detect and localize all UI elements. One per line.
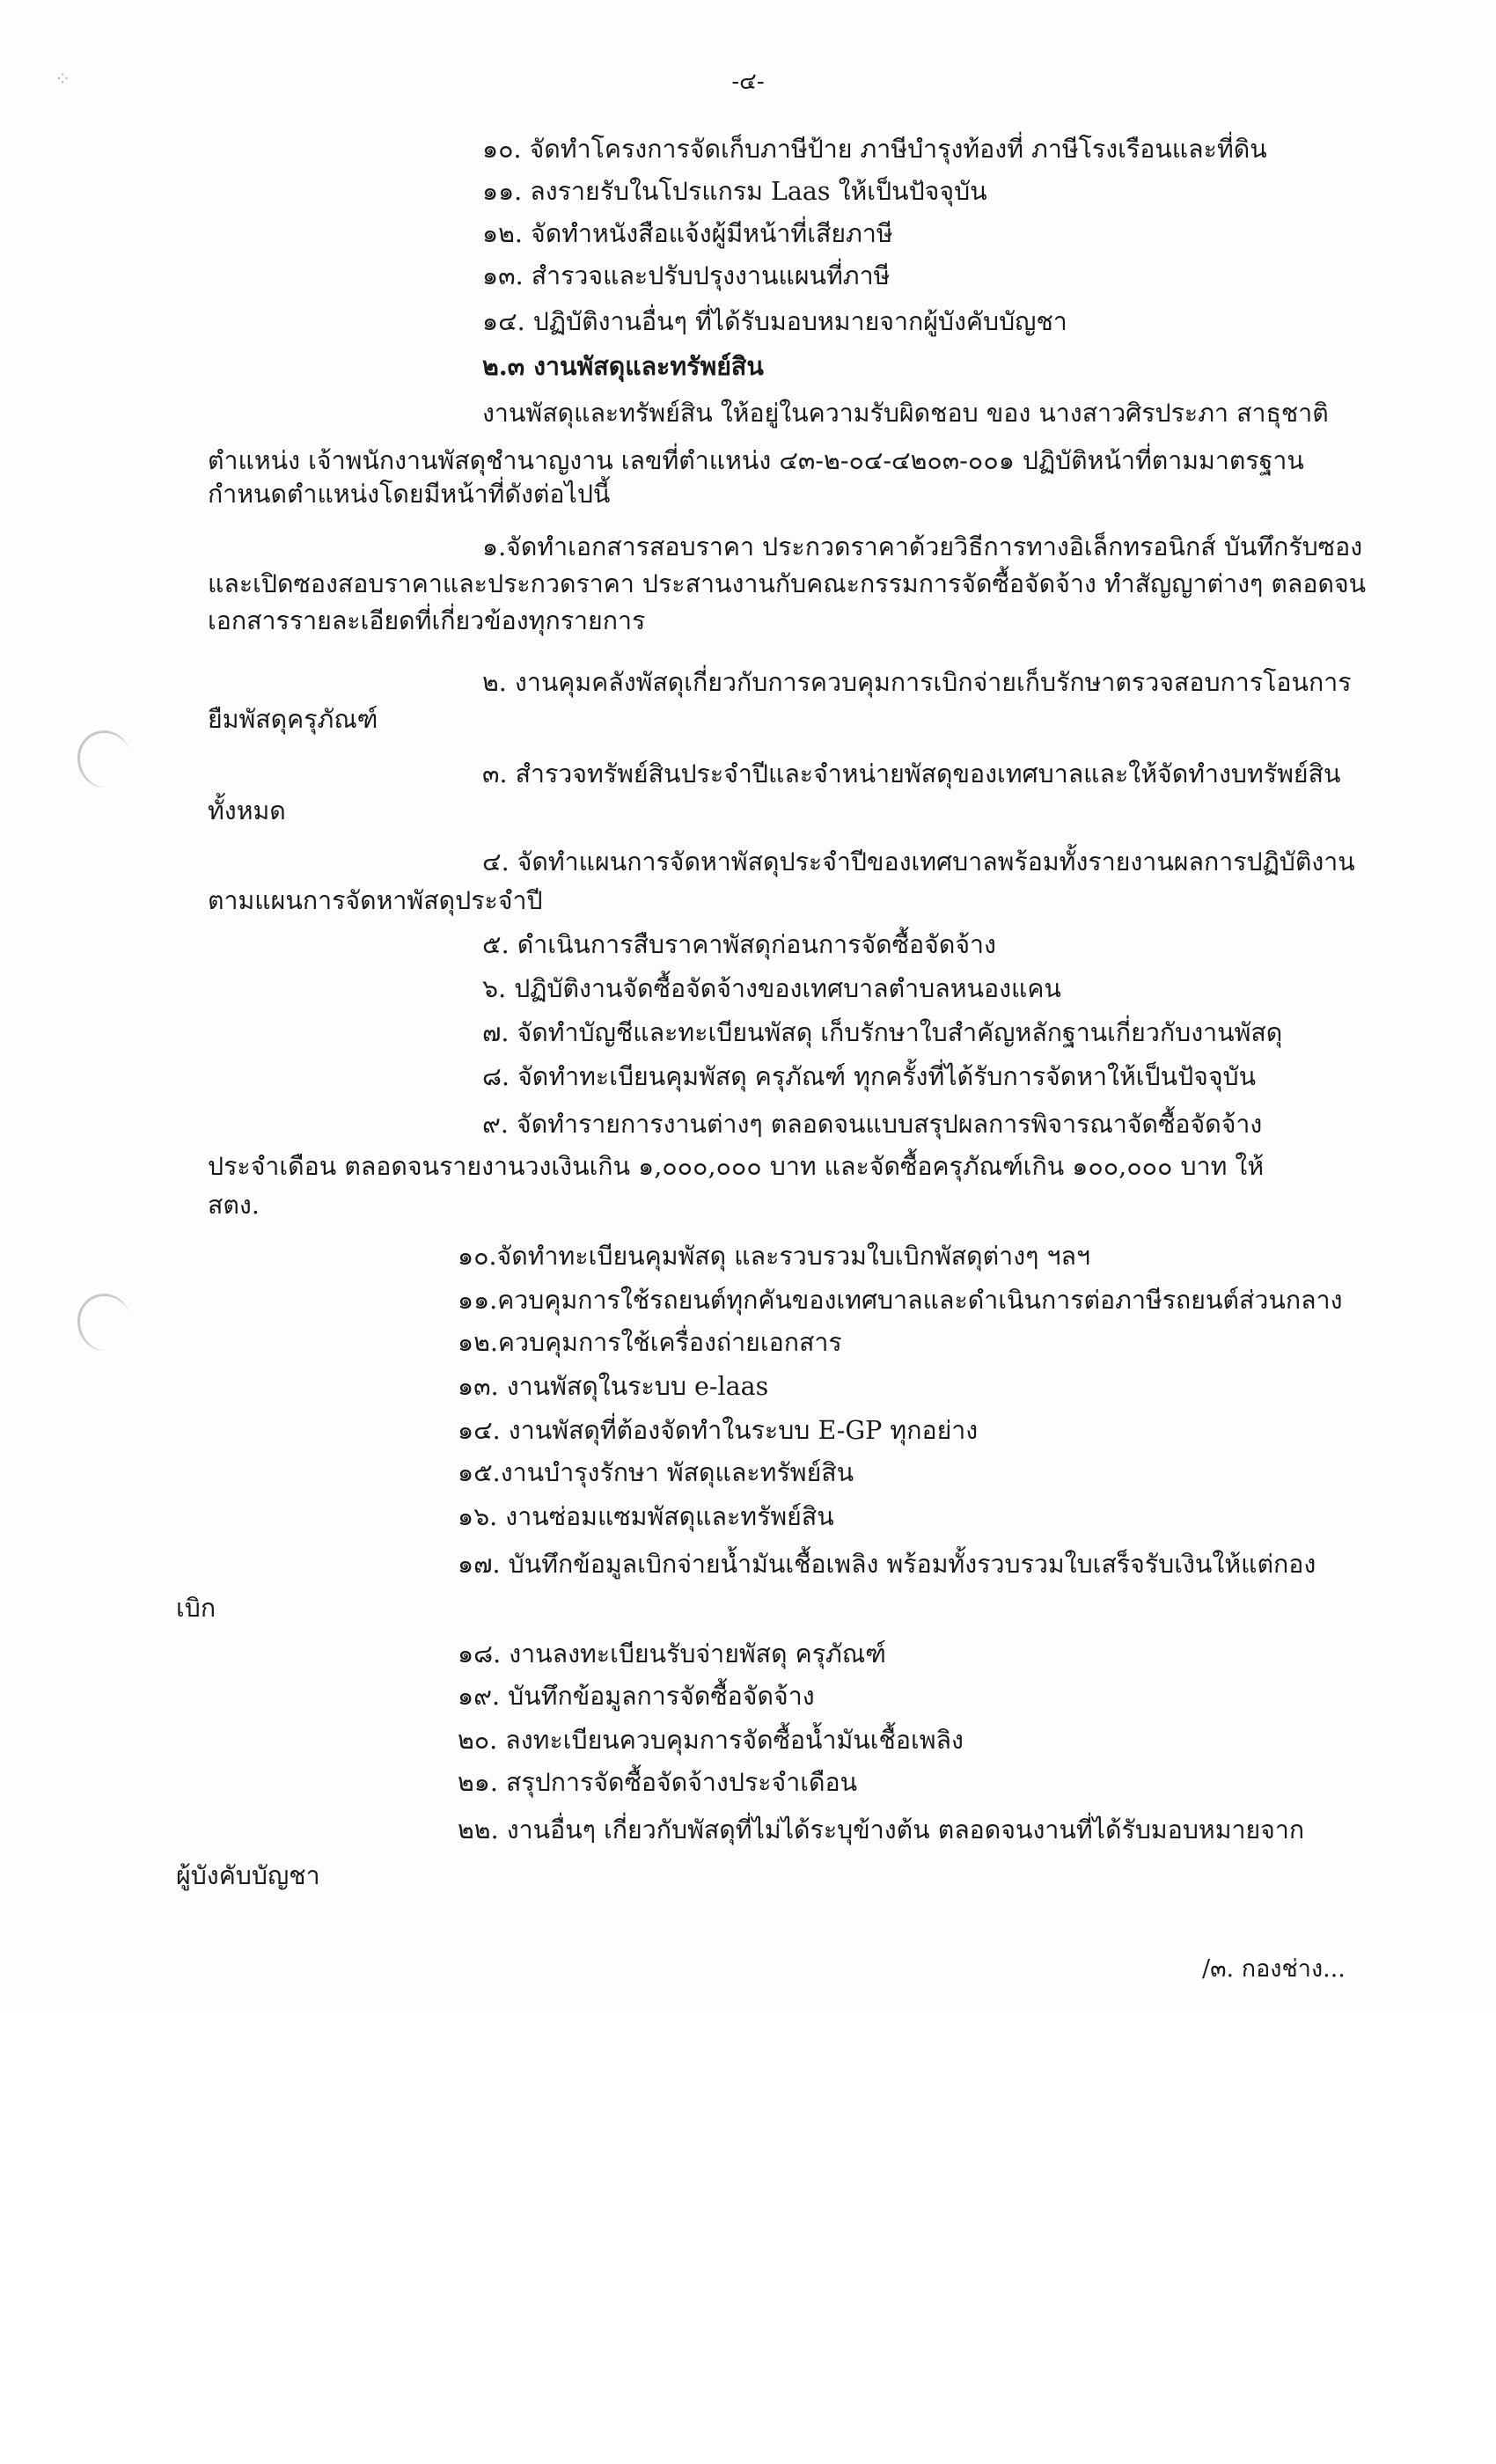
duty-line: สตง. [208, 1191, 260, 1220]
duty-line: ๖. ปฏิบัติงานจัดซื้อจัดจ้างของเทศบาลตำบลหนองแคน [482, 974, 1061, 1003]
intro-line: งานพัสดุและทรัพย์สิน ให้อยู่ในความรับผิดชอบ ของ นางสาวศิรประภา สาธุชาติ [482, 399, 1329, 428]
duty-line: ๑๒.ควบคุมการใช้เครื่องถ่ายเอกสาร [458, 1328, 842, 1357]
scan-speck: ⁘ [55, 69, 71, 91]
duty-line: ผู้บังคับบัญชา [176, 1861, 320, 1890]
continuation-note: /๓. กองช่าง... [1202, 1955, 1346, 1983]
intro-line: กำหนดตำแหน่งโดยมีหน้าที่ดังต่อไปนี้ [208, 480, 611, 509]
duty-line: และเปิดซองสอบราคาและประกวดราคา ประสานงานกับคณะกรรมการจัดซื้อจัดจ้าง ทำสัญญาต่างๆ ตลอดจน [208, 569, 1367, 598]
list-item: ๑๒. จัดทำหนังสือแจ้งผู้มีหน้าที่เสียภาษี [482, 219, 893, 248]
duty-line: ๑๑.ควบคุมการใช้รถยนต์ทุกคันของเทศบาลและดำเนินการต่อภาษีรถยนต์ส่วนกลาง [458, 1286, 1343, 1315]
duty-line: ๘. จัดทำทะเบียนคุมพัสดุ ครุภัณฑ์ ทุกครั้งที่ได้รับการจัดหาให้เป็นปัจจุบัน [482, 1062, 1257, 1091]
duty-line: ๒๑. สรุปการจัดซื้อจัดจ้างประจำเดือน [458, 1768, 858, 1797]
duty-line: ตามแผนการจัดหาพัสดุประจำปี [208, 886, 543, 915]
duty-line: เบิก [176, 1594, 216, 1623]
list-item: ๑๔. ปฏิบัติงานอื่นๆ ที่ได้รับมอบหมายจากผู้บังคับบัญชา [482, 307, 1067, 336]
duty-line: ๒. งานคุมคลังพัสดุเกี่ยวกับการควบคุมการเบิกจ่ายเก็บรักษาตรวจสอบการโอนการ [482, 668, 1352, 697]
duty-line: ๑๓. งานพัสดุในระบบ e-laas [458, 1372, 769, 1401]
duty-line: เอกสารรายละเอียดที่เกี่ยวข้องทุกรายการ [208, 606, 646, 635]
duty-line: ๔. จัดทำแผนการจัดหาพัสดุประจำปีของเทศบาลพร้อมทั้งรายงานผลการปฏิบัติงาน [482, 847, 1355, 876]
list-item: ๑๐. จัดทำโครงการจัดเก็บภาษีป้าย ภาษีบำรุงท้องที่ ภาษีโรงเรือนและที่ดิน [482, 135, 1267, 164]
page-number: -๔- [731, 69, 765, 95]
duty-line: ๑๙. บันทึกข้อมูลการจัดซื้อจัดจ้าง [458, 1682, 815, 1711]
duty-line: ทั้งหมด [208, 796, 286, 825]
list-item: ๑๑. ลงรายรับในโปรแกรม Laas ให้เป็นปัจจุบัน [482, 177, 987, 206]
duty-line: ๑๕.งานบำรุงรักษา พัสดุและทรัพย์สิน [458, 1458, 854, 1487]
list-item: ๑๓. สำรวจและปรับปรุงงานแผนที่ภาษี [482, 261, 891, 290]
duty-line: ประจำเดือน ตลอดจนรายงานวงเงินเกิน ๑,๐๐๐,๐๐๐ บาท และจัดซื้อครุภัณฑ์เกิน ๑๐๐,๐๐๐ บาท ให้ [208, 1152, 1265, 1181]
duty-line: ๒๒. งานอื่นๆ เกี่ยวกับพัสดุที่ไม่ได้ระบุข้างต้น ตลอดจนงานที่ได้รับมอบหมายจาก [458, 1815, 1305, 1844]
duty-line: ๑๐.จัดทำทะเบียนคุมพัสดุ และรวบรวมใบเบิกพัสดุต่างๆ ฯลฯ [458, 1242, 1090, 1271]
duty-line: ๒๐. ลงทะเบียนควบคุมการจัดซื้อน้ำมันเชื้อเพลิง [458, 1726, 964, 1755]
duty-line: ๓. สำรวจทรัพย์สินประจำปีและจำหน่ายพัสดุของเทศบาลและให้จัดทำงบทรัพย์สิน [482, 759, 1341, 788]
duty-line: ๑๘. งานลงทะเบียนรับจ่ายพัสดุ ครุภัณฑ์ [458, 1639, 886, 1668]
duty-line: ๑๖. งานซ่อมแซมพัสดุและทรัพย์สิน [458, 1502, 834, 1531]
intro-line: ตำแหน่ง เจ้าพนักงานพัสดุชำนาญงาน เลขที่ตำแหน่ง ๔๓-๒-๐๔-๔๒๐๓-๐๐๑ ปฏิบัติหน้าที่ตามมาตรฐาน [208, 446, 1304, 475]
duty-line: ๑๗. บันทึกข้อมูลเบิกจ่ายน้ำมันเชื้อเพลิง พร้อมทั้งรวบรวมใบเสร็จรับเงินให้แต่กอง [458, 1550, 1316, 1579]
blank-margin [0, 2008, 1496, 2464]
duty-line: ๙. จัดทำรายการงานต่างๆ ตลอดจนแบบสรุปผลการพิจารณาจัดซื้อจัดจ้าง [482, 1110, 1263, 1139]
duty-line: ๑.จัดทำเอกสารสอบราคา ประกวดราคาด้วยวิธีการทางอิเล็กทรอนิกส์ บันทึกรับซอง [482, 532, 1363, 561]
duty-line: ๗. จัดทำบัญชีและทะเบียนพัสดุ เก็บรักษาใบสำคัญหลักฐานเกี่ยวกับงานพัสดุ [482, 1018, 1283, 1047]
duty-line: ๑๔. งานพัสดุที่ต้องจัดทำในระบบ E-GP ทุกอย่าง [458, 1416, 979, 1445]
duty-line: ๕. ดำเนินการสืบราคาพัสดุก่อนการจัดซื้อจัดจ้าง [482, 930, 996, 959]
section-heading: ๒.๓ งานพัสดุและทรัพย์สิน [482, 351, 764, 381]
duty-line: ยืมพัสดุครุภัณฑ์ [208, 705, 378, 734]
